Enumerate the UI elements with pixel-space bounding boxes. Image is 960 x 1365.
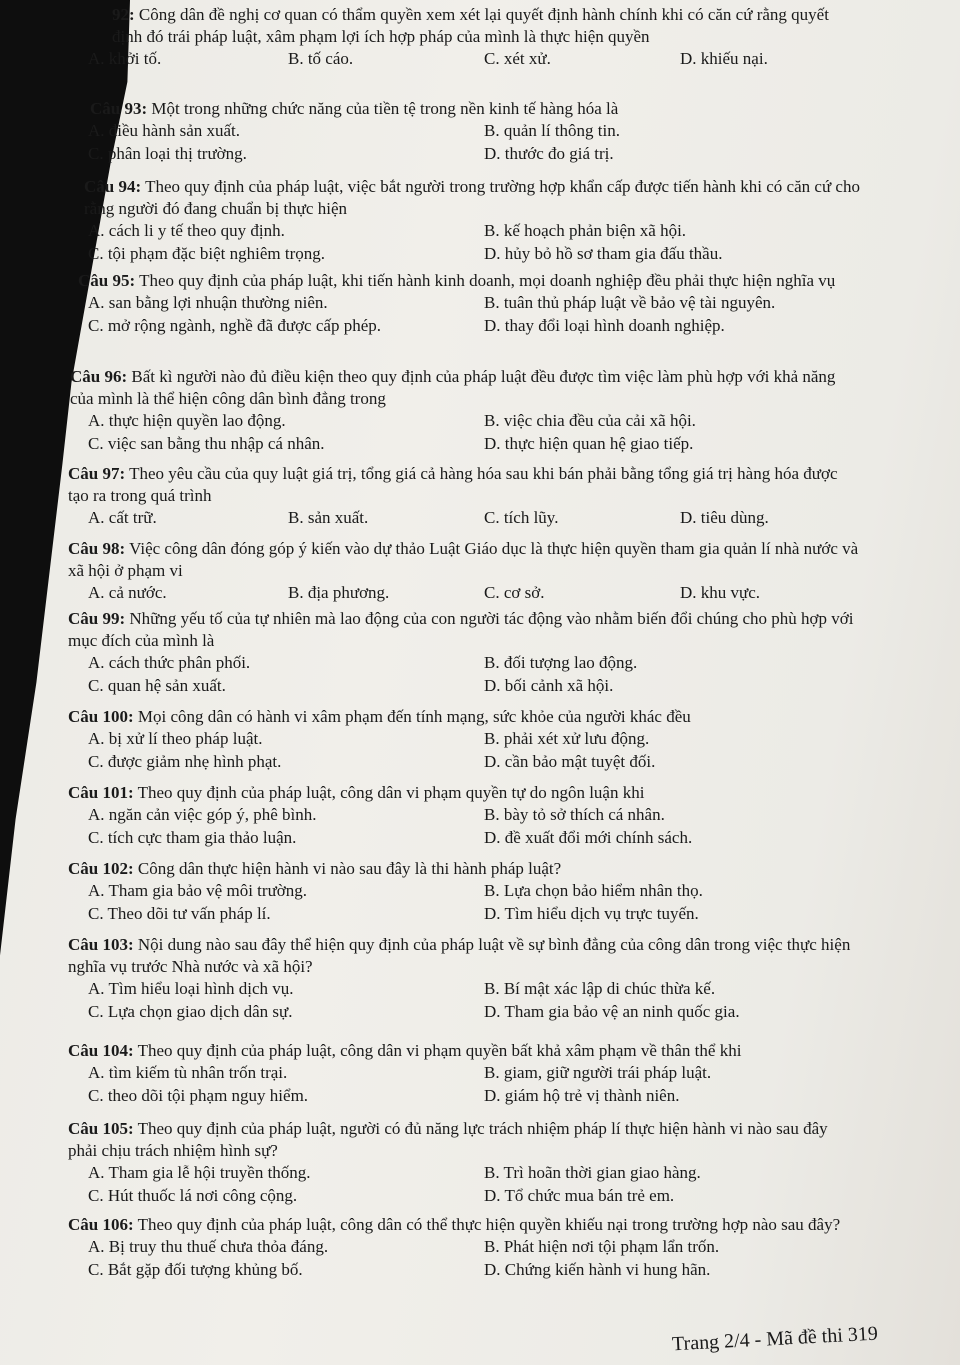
answer-option-a: A. cất trữ. — [88, 508, 157, 527]
answer-option-b: B. đối tượng lao động. — [484, 653, 638, 672]
answer-option-c: C. tích cực tham gia thảo luận. — [88, 828, 297, 847]
answer-option-c: C. tội phạm đặc biệt nghiêm trọng. — [88, 244, 326, 263]
answer-option-a: A. Tìm hiểu loại hình dịch vụ. — [88, 979, 294, 998]
question-stem — [0, 1040, 900, 1062]
answer-option-b: B. tố cáo. — [288, 49, 354, 68]
answer-option-d: D. thực hiện quan hệ giao tiếp. — [484, 434, 694, 453]
answer-option-b: B. việc chia đều của cải xã hội. — [484, 411, 696, 430]
question-stem — [0, 98, 900, 120]
answer-option-c: C. mở rộng ngành, nghề đã được cấp phép. — [88, 316, 381, 335]
question-text: Theo yêu cầu của quy luật giá trị, tổng giá cả hàng hóa sau khi bán phải bằng tổng giá trị hàng hóa được tạo ra trong quá trình — [68, 464, 838, 505]
answer-option-b: B. kế hoạch phản biện xã hội. — [484, 221, 687, 240]
question-stem — [0, 538, 900, 582]
question-stem — [0, 176, 900, 220]
question-label: Câu 102: — [68, 859, 134, 878]
answer-options — [0, 48, 900, 72]
question-93 — [0, 98, 900, 166]
answer-option-d: D. cần bảo mật tuyệt đối. — [484, 752, 656, 771]
answer-option-c: C. được giảm nhẹ hình phạt. — [88, 752, 282, 771]
question-label: Câu 99: — [68, 609, 126, 628]
answer-option-c: C. tích lũy. — [484, 508, 559, 527]
question-stem — [0, 4, 900, 48]
answer-option-c: C. Bắt gặp đối tượng khủng bố. — [88, 1260, 303, 1279]
question-100 — [0, 706, 900, 774]
answer-option-d: D. đề xuất đổi mới chính sách. — [484, 828, 693, 847]
answer-option-c: C. theo dõi tội phạm nguy hiểm. — [88, 1086, 309, 1105]
question-text: Công dân thực hiện hành vi nào sau đây là thi hành pháp luật? — [137, 859, 562, 878]
answer-option-a: A. Bị truy thu thuế chưa thỏa đáng. — [88, 1237, 329, 1256]
question-stem — [0, 858, 900, 880]
answer-options — [0, 507, 900, 531]
question-105 — [0, 1118, 900, 1208]
question-text: Theo quy định của pháp luật, công dân có thể thực hiện quyền khiếu nại trong trường hợp nào sau đây? — [137, 1215, 841, 1234]
question-94 — [0, 176, 900, 266]
answer-option-a: A. Tham gia lễ hội truyền thống. — [88, 1163, 311, 1182]
question-label: Câu 100: — [68, 707, 134, 726]
question-103 — [0, 934, 900, 1024]
answer-option-c: C. việc san bằng thu nhập cá nhân. — [88, 434, 325, 453]
question-99 — [0, 608, 900, 698]
answer-option-a: A. san bằng lợi nhuận thường niên. — [88, 293, 328, 312]
answer-option-c: C. Hút thuốc lá nơi công cộng. — [88, 1186, 298, 1205]
question-label: Câu 101: — [68, 783, 134, 802]
question-stem — [0, 1214, 900, 1236]
answer-options — [0, 220, 900, 266]
answer-options — [0, 880, 900, 926]
answer-option-a: A. bị xử lí theo pháp luật. — [88, 729, 263, 748]
answer-option-d: D. thước đo giá trị. — [484, 144, 614, 163]
answer-option-d: D. Tổ chức mua bán trẻ em. — [484, 1186, 675, 1205]
answer-option-a: A. thực hiện quyền lao động. — [88, 411, 286, 430]
question-label: Câu 103: — [68, 935, 134, 954]
answer-option-b: B. Phát hiện nơi tội phạm lẩn trốn. — [484, 1237, 720, 1256]
answer-option-a: A. Tham gia bảo vệ môi trường. — [88, 881, 308, 900]
answer-option-c: C. cơ sở. — [484, 583, 545, 602]
answer-option-d: D. thay đổi loại hình doanh nghiệp. — [484, 316, 725, 335]
answer-options — [0, 120, 900, 166]
answer-option-c: C. xét xử. — [484, 49, 551, 68]
question-text: Mọi công dân có hành vi xâm phạm đến tính mạng, sức khỏe của người khác đều — [137, 707, 691, 726]
answer-options — [0, 292, 900, 338]
answer-option-c: C. Theo dõi tư vấn pháp lí. — [88, 904, 271, 923]
question-label: Câu 93: — [90, 99, 148, 118]
question-text: Theo quy định của pháp luật, công dân vi phạm quyền bất khả xâm phạm về thân thể khi — [137, 1041, 742, 1060]
question-text: Nội dung nào sau đây thể hiện quy định của pháp luật về sự bình đẳng của công dân trong việc thực hiện nghĩa vụ trước Nhà nước và xã hội? — [68, 935, 851, 976]
answer-option-b: B. giam, giữ người trái pháp luật. — [484, 1063, 712, 1082]
question-text: Một trong những chức năng của tiền tệ trong nền kinh tế hàng hóa là — [151, 99, 619, 118]
answer-options — [0, 1062, 900, 1108]
answer-option-b: B. Trì hoãn thời gian giao hàng. — [484, 1163, 701, 1182]
answer-option-b: B. bày tỏ sở thích cá nhân. — [484, 805, 665, 824]
question-label: Câu 98: — [68, 539, 126, 558]
question-text: Những yếu tố của tự nhiên mà lao động của con người tác động vào nhằm biến đổi chúng cho phù hợp với mục đích của mình là — [68, 609, 854, 650]
answer-options — [0, 1236, 900, 1282]
question-106 — [0, 1214, 900, 1282]
answer-option-b: B. phải xét xử lưu động. — [484, 729, 650, 748]
page-footer: Trang 2/4 - Mã đề thi 319 — [671, 1322, 879, 1356]
answer-option-a: A. tìm kiếm tù nhân trốn trại. — [88, 1063, 288, 1082]
answer-option-d: D. hủy bỏ hồ sơ tham gia đấu thầu. — [484, 244, 723, 263]
answer-options — [0, 1162, 900, 1208]
question-stem — [0, 366, 900, 410]
answer-option-b: B. quản lí thông tin. — [484, 121, 620, 140]
question-label: Câu 96: — [70, 367, 128, 386]
question-stem — [0, 463, 900, 507]
answer-option-a: A. cách li y tế theo quy định. — [88, 221, 285, 240]
question-text: Việc công dân đóng góp ý kiến vào dự thảo Luật Giáo dục là thực hiện quyền tham gia quản lí nhà nước và xã hội ở phạm vi — [68, 539, 859, 580]
question-stem — [0, 934, 900, 978]
question-stem — [0, 782, 900, 804]
question-text: Công dân đề nghị cơ quan có thẩm quyền xem xét lại quyết định hành chính khi có căn cứ rằng quyết định đó trái pháp luật, xâm phạm lợi ích hợp pháp của mình là thực hiện quyền — [112, 5, 829, 46]
question-label: Câu 94: — [84, 177, 142, 196]
answer-option-b: B. Bí mật xác lập di chúc thừa kế. — [484, 979, 716, 998]
answer-option-b: B. tuân thủ pháp luật về bảo vệ tài nguyên. — [484, 293, 776, 312]
question-label: Câu 106: — [68, 1215, 134, 1234]
answer-option-a: A. ngăn cản việc góp ý, phê bình. — [88, 805, 317, 824]
question-text: Bất kì người nào đủ điều kiện theo quy định của pháp luật đều được tìm việc làm phù hợp với khả năng của mình là thể hiện công dân bình đẳng trong — [70, 367, 836, 408]
answer-options — [0, 410, 900, 456]
answer-option-b: B. sản xuất. — [288, 508, 369, 527]
answer-options — [0, 804, 900, 850]
question-stem — [0, 706, 900, 728]
answer-option-d: D. bối cảnh xã hội. — [484, 676, 614, 695]
question-stem — [0, 608, 900, 652]
question-text: Theo quy định của pháp luật, người có đủ năng lực trách nhiệm pháp lí thực hiện hành vi nào sau đây phải chịu trách nhiệm hình sự? — [68, 1119, 828, 1160]
question-stem — [0, 270, 900, 292]
question-label: 92: — [112, 5, 135, 24]
answer-option-d: D. Tìm hiểu dịch vụ trực tuyến. — [484, 904, 699, 923]
question-98 — [0, 538, 900, 606]
answer-option-d: D. tiêu dùng. — [680, 508, 769, 527]
question-text: Theo quy định của pháp luật, khi tiến hành kinh doanh, mọi doanh nghiệp đều phải thực hiện nghĩa vụ — [139, 271, 836, 290]
answer-option-a: A. cả nước. — [88, 583, 167, 602]
answer-options — [0, 652, 900, 698]
question-stem — [0, 1118, 900, 1162]
question-104 — [0, 1040, 900, 1108]
answer-option-d: D. Chứng kiến hành vi hung hãn. — [484, 1260, 711, 1279]
answer-option-a: A. cách thức phân phối. — [88, 653, 251, 672]
question-101 — [0, 782, 900, 850]
answer-option-a: A. khởi tố. — [88, 49, 162, 68]
question-102 — [0, 858, 900, 926]
answer-option-d: D. Tham gia bảo vệ an ninh quốc gia. — [484, 1002, 740, 1021]
question-92 — [0, 4, 900, 72]
answer-option-b: B. địa phương. — [288, 583, 390, 602]
answer-options — [0, 728, 900, 774]
answer-option-d: D. khu vực. — [680, 583, 761, 602]
question-text: Theo quy định của pháp luật, việc bắt người trong trường hợp khẩn cấp được tiến hành khi có căn cứ cho rằng người đó đang chuẩn bị thực hiện — [84, 177, 860, 218]
question-label: Câu 105: — [68, 1119, 134, 1138]
question-text: Theo quy định của pháp luật, công dân vi phạm quyền tự do ngôn luận khi — [137, 783, 645, 802]
answer-options — [0, 978, 900, 1024]
question-label: Câu 95: — [78, 271, 136, 290]
question-label: Câu 97: — [68, 464, 126, 483]
question-97 — [0, 463, 900, 531]
answer-option-c: C. quan hệ sản xuất. — [88, 676, 226, 695]
answer-option-c: C. Lựa chọn giao dịch dân sự. — [88, 1002, 293, 1021]
question-label: Câu 104: — [68, 1041, 134, 1060]
answer-options — [0, 582, 900, 606]
answer-option-a: A. điều hành sản xuất. — [88, 121, 241, 140]
question-96 — [0, 366, 900, 456]
answer-option-d: D. giám hộ trẻ vị thành niên. — [484, 1086, 680, 1105]
answer-option-c: C. phân loại thị trường. — [88, 144, 247, 163]
answer-option-d: D. khiếu nại. — [680, 49, 768, 68]
answer-option-b: B. Lựa chọn bảo hiểm nhân thọ. — [484, 881, 703, 900]
question-95 — [0, 270, 900, 338]
